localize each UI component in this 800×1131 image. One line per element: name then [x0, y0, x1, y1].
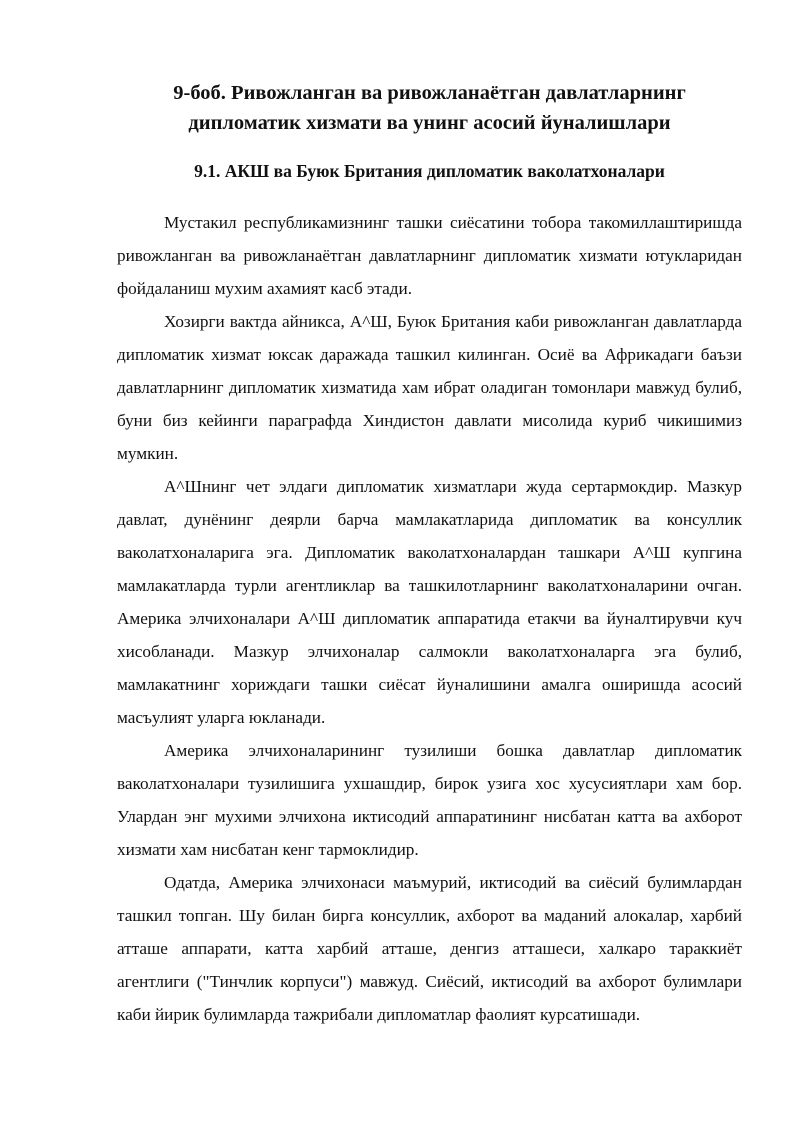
paragraph-3: А^Шнинг чет элдаги дипломатик хизматлари жуда сертармокдир. Мазкур давлат, дунёнинг деярли барча мамлакатларида дипломатик ва консуллик ваколатхоналарига эга. Дипломатик ваколатхоналардан ташкари А^Ш купгина мамлакатларда турли агентликлар ва ташкилотларнинг ваколатхоналарини очган. Америка элчихоналари А^Ш дипломатик аппаратида етакчи ва йуналтирувчи куч хисобланади. Мазкур элчихоналар салмокли ваколатхоналарга эга булиб, мамлакатнинг хориждаги ташки сиёсат йуналишини амалга оширишда асосий масъулият уларга юкланади.: [117, 477, 742, 727]
chapter-title-line-2: дипломатик хизмати ва унинг асосий йуналишлари: [188, 112, 671, 134]
chapter-title: [117, 78, 742, 138]
document-page: [117, 78, 742, 1031]
chapter-title-line-1: 9-боб. Ривожланган ва ривожланаётган давлатларнинг: [173, 82, 686, 104]
body-text: [117, 206, 742, 1031]
paragraph-2: Хозирги вактда айникса, А^Ш, Буюк Британия каби ривожланган давлатларда дипломатик хизмат юксак даражада ташкил килинган. Осиё ва Африкадаги баъзи давлатларнинг дипломатик хизматида хам ибрат оладиган томонлари мавжуд булиб, буни биз кейинги параграфда Хиндистон давлати мисолида куриб чикишимиз мумкин.: [117, 312, 742, 463]
section-title: 9.1. АКШ ва Буюк Британия дипломатик ваколатхоналари: [194, 161, 665, 181]
paragraph-1: Мустакил республикамизнинг ташки сиёсатини тобора такомиллаштиришда ривожланган ва ривожланаётган давлатларнинг дипломатик хизмати ютукларидан фойдаланиш мухим ахамият касб этади.: [117, 213, 742, 298]
paragraph-5: Одатда, Америка элчихонаси маъмурий, иктисодий ва сиёсий булимлардан ташкил топган. Шу билан бирга консуллик, ахборот ва маданий алокалар, харбий атташе аппарати, катта харбий атташе, денгиз атташеси, халкаро тараккиёт агентлиги ("Тинчлик корпуси") мавжуд. Сиёсий, иктисодий ва ахборот булимлари каби йирик булимларда тажрибали дипломатлар фаолият курсатишади.: [117, 873, 742, 1024]
paragraph-4: Америка элчихоналарининг тузилиши бошка давлатлар дипломатик ваколатхоналари тузилишига ухшашдир, бирок узига хос хусусиятлари хам бор. Улардан энг мухими элчихона иктисодий аппаратининг нисбатан катта ва ахборот хизмати хам нисбатан кенг тармоклидир.: [117, 741, 742, 859]
